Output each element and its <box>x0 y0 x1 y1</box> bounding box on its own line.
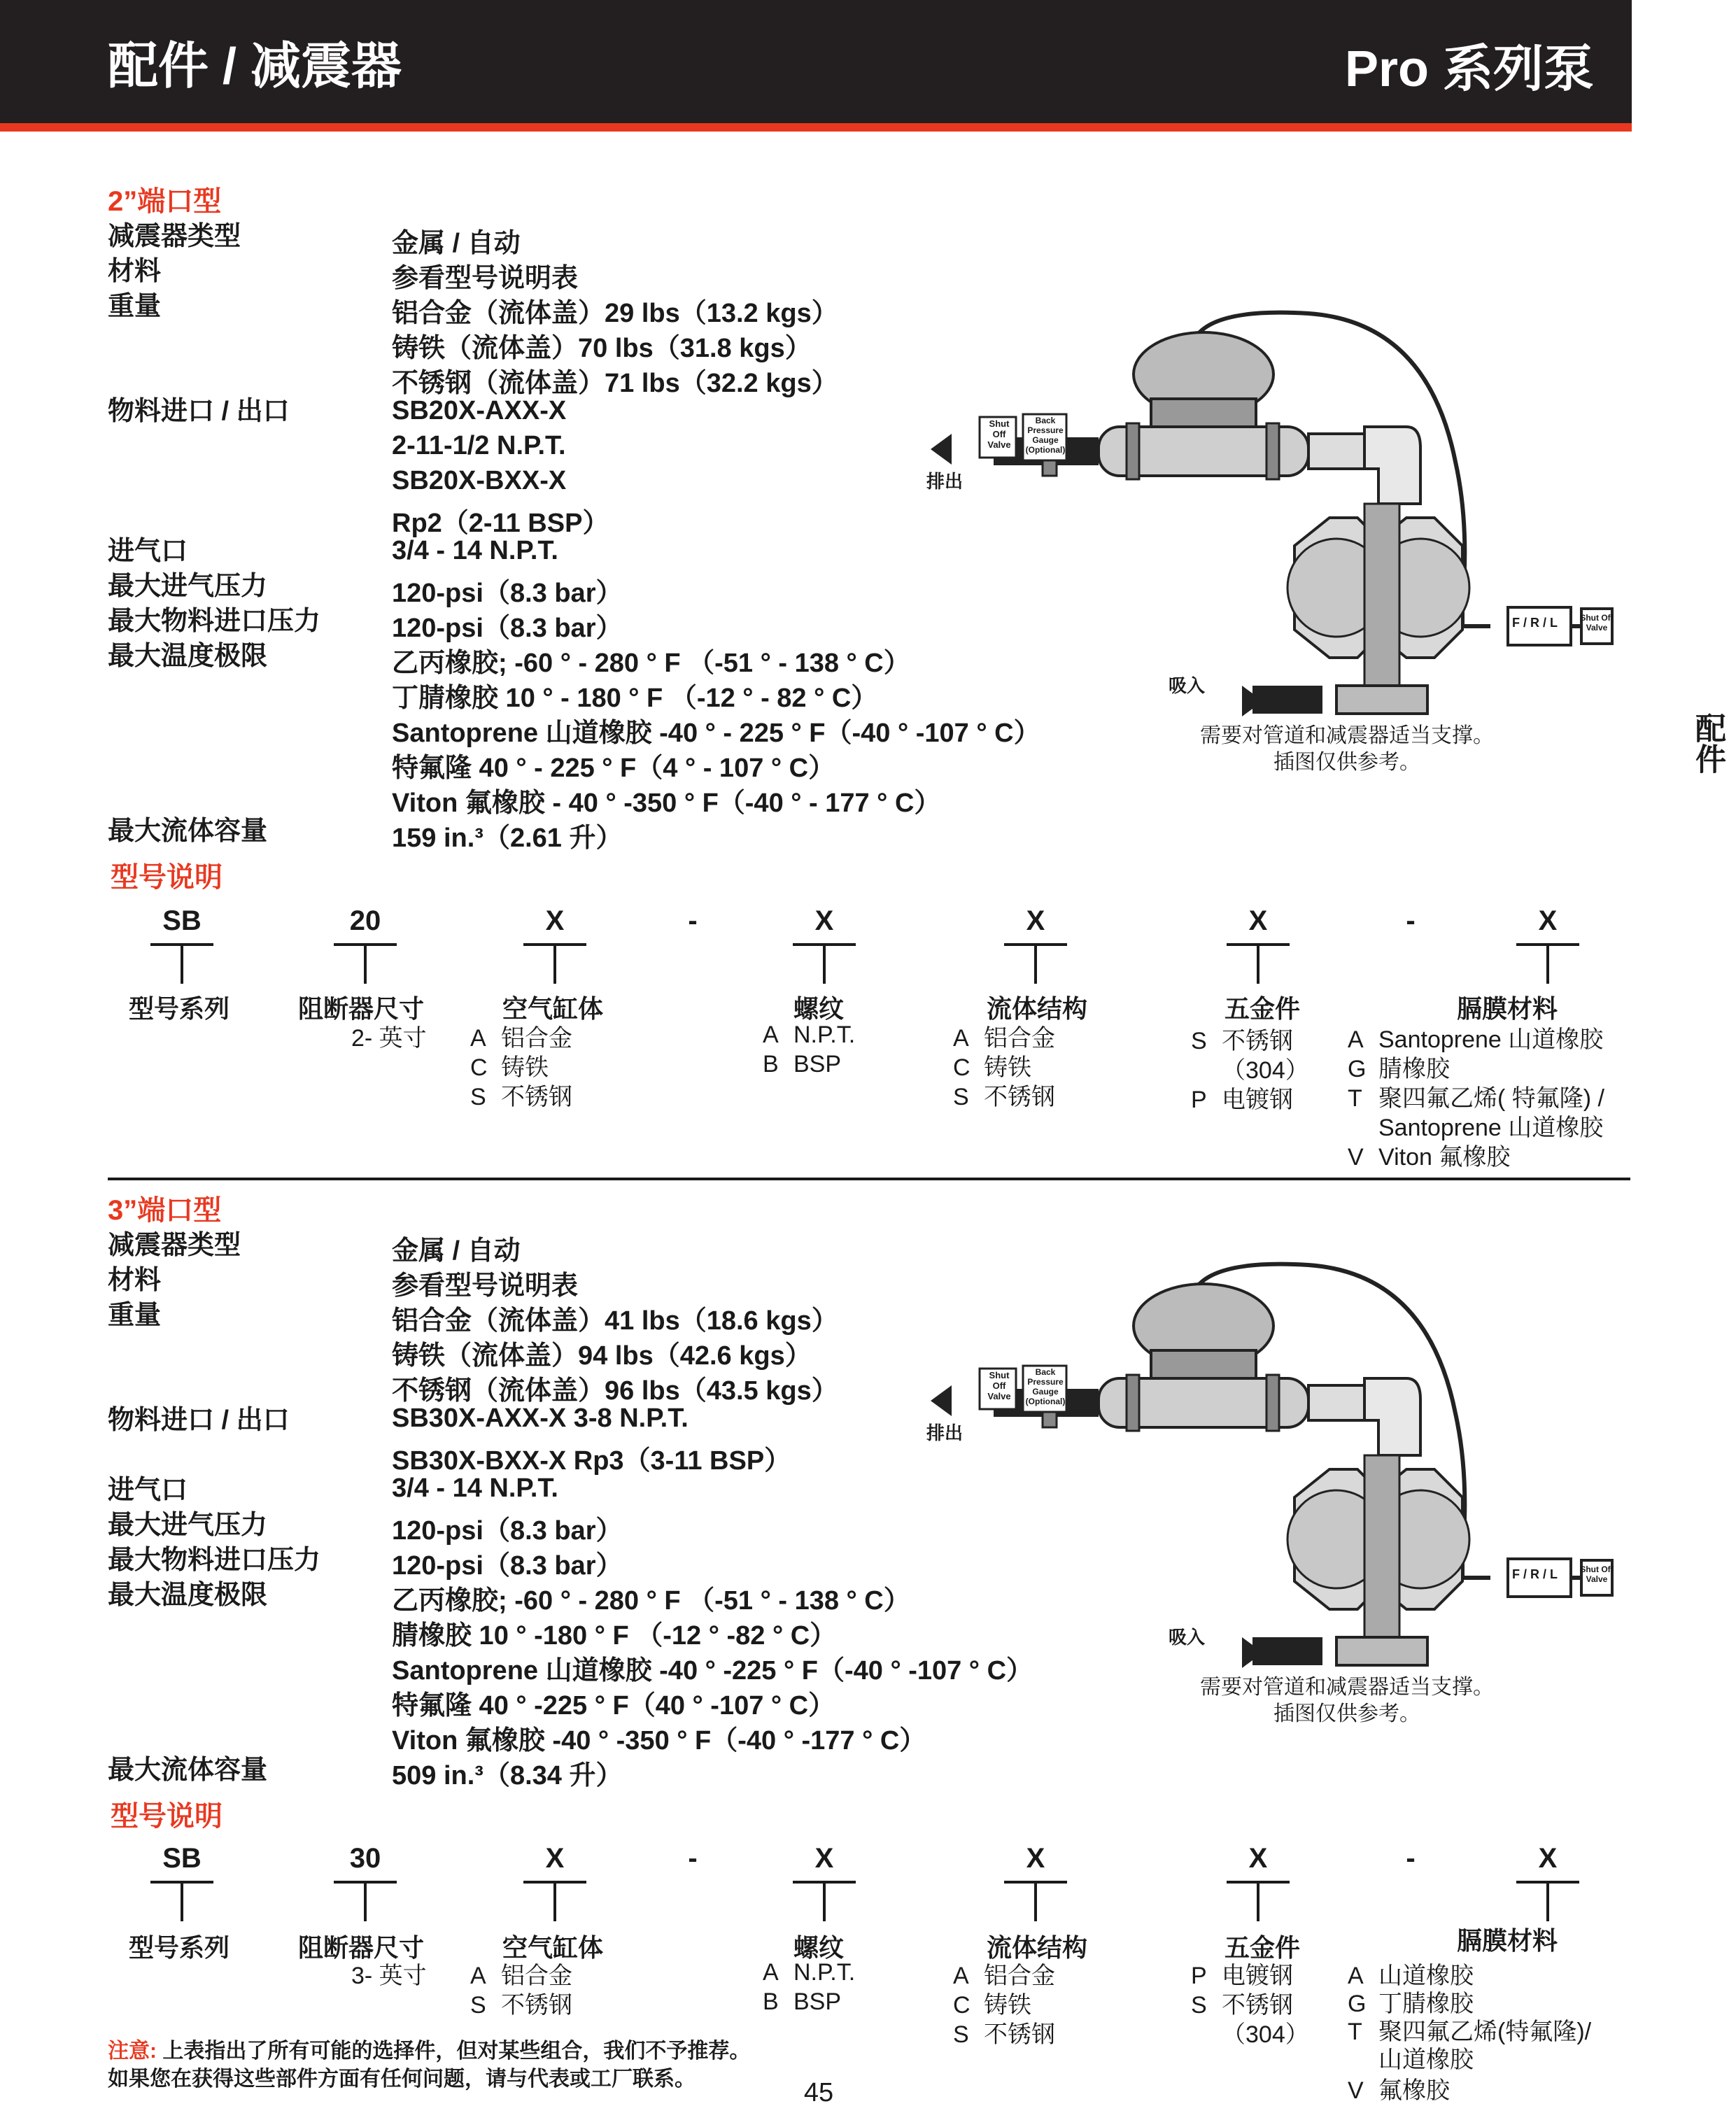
model-code-char: X <box>1248 1843 1268 1874</box>
model-code-title: 型号说明 <box>111 1801 223 1832</box>
model-code-char: X <box>1248 905 1268 936</box>
option-item: （304） <box>1222 1057 1309 1084</box>
option-item: S 不锈钢 <box>470 1992 572 2019</box>
option-item: C 铸铁 <box>953 1992 1031 2019</box>
model-code-char: X <box>545 1843 565 1874</box>
spec-value: 乙丙橡胶; -60 ° - 280 ° F （-51 ° - 138 ° C） <box>392 1586 910 1616</box>
option-item: S 不锈钢 <box>953 1084 1055 1110</box>
column-title: 五金件 <box>1225 1933 1301 1962</box>
column-title: 型号系列 <box>129 1933 230 1962</box>
reference-note: 插图仅供参考。 <box>1273 1702 1420 1725</box>
option-item: T 聚四氟乙烯(特氟隆)/ <box>1348 2019 1592 2045</box>
back-pressure-gauge-label: Back Pressure Gauge (Optional) <box>1025 1367 1066 1406</box>
shut-off-valve-label: Shut Off Valve <box>987 418 1011 450</box>
column-title: 流体结构 <box>987 1933 1088 1962</box>
model-code-char: X <box>814 1843 834 1874</box>
reference-note: 插图仅供参考。 <box>1273 751 1420 774</box>
model-code-char: 30 <box>349 1843 381 1874</box>
model-code-char: X <box>545 905 565 936</box>
spec-label: 材料 <box>108 1266 162 1295</box>
column-title: 流体结构 <box>987 994 1088 1023</box>
spec-label: 最大温度极限 <box>108 1581 268 1610</box>
spec-value: 铝合金（流体盖）29 lbs（13.2 kgs） <box>392 299 838 328</box>
option-item: B BSP <box>763 1988 842 2015</box>
column-title: 膈膜材料 <box>1457 994 1558 1023</box>
spec-value: SB30X-AXX-X 3-8 N.P.T. <box>392 1404 689 1433</box>
spec-value: 腈橡胶 10 ° -180 ° F （-12 ° -82 ° C） <box>392 1621 837 1651</box>
spec-label: 材料 <box>108 257 162 286</box>
spec-label: 重量 <box>108 1301 162 1330</box>
column-title: 膈膜材料 <box>1457 1926 1558 1955</box>
model-code-char: SB <box>162 1843 202 1874</box>
model-code-title: 型号说明 <box>111 862 223 893</box>
shut-off-valve-right-label: Shut Off Valve <box>1580 613 1614 633</box>
option-item: P 电镀钢 <box>1191 1087 1293 1113</box>
spec-value: 不锈钢（流体盖）71 lbs（32.2 kgs） <box>392 369 838 398</box>
option-item: A 铝合金 <box>953 1025 1055 1052</box>
model-code-char: 20 <box>349 905 381 936</box>
spec-value: Viton 氟橡胶 -40 ° -350 ° F（-40 ° -177 ° C） <box>392 1726 926 1755</box>
shut-off-valve-label: Shut Off Valve <box>987 1370 1011 1401</box>
series-title: Pro 系列泵 <box>1344 41 1594 97</box>
model-code-char: X <box>814 905 834 936</box>
option-item: G 丁腈橡胶 <box>1348 1991 1474 2017</box>
spec-value: 3/4 - 14 N.P.T. <box>392 1474 558 1503</box>
spec-value: 铸铁（流体盖）70 lbs（31.8 kgs） <box>392 334 812 363</box>
model-code-dash: - <box>1406 905 1416 936</box>
inlet-label: 吸入 <box>1169 1627 1206 1648</box>
model-code-char: X <box>1026 905 1045 936</box>
option-item: A 铝合金 <box>953 1963 1055 1989</box>
column-title: 阻断器尺寸 <box>298 1933 425 1962</box>
column-title: 五金件 <box>1225 994 1301 1023</box>
spec-value: 509 in.³（8.34 升） <box>392 1761 623 1790</box>
option-item: S 不锈钢 <box>953 2021 1055 2048</box>
option-item: （304） <box>1222 2021 1309 2048</box>
spec-value: 乙丙橡胶; -60 ° - 280 ° F （-51 ° - 138 ° C） <box>392 649 910 678</box>
option-item: 2- 英寸 <box>351 1025 427 1052</box>
footnote-note-label: 注意: <box>108 2040 157 2063</box>
option-item: C 铸铁 <box>953 1054 1031 1081</box>
inlet-label: 吸入 <box>1169 675 1206 696</box>
model-code-dash: - <box>1406 1843 1416 1874</box>
frl-label: F / R / L <box>1512 616 1558 630</box>
spec-value: 120-psi（8.3 bar） <box>392 1551 623 1581</box>
spec-value: 铝合金（流体盖）41 lbs（18.6 kgs） <box>392 1306 838 1336</box>
option-item: T 聚四氟乙烯( 特氟隆) / <box>1348 1085 1604 1112</box>
spec-value: 120-psi（8.3 bar） <box>392 579 623 608</box>
side-tab-label: 配件 <box>1691 712 1725 774</box>
pump-diagram-drawing <box>917 1245 1616 1735</box>
column-title: 螺纹 <box>793 994 845 1023</box>
port-title: 2”端口型 <box>108 186 222 217</box>
option-item: C 铸铁 <box>470 1054 549 1081</box>
option-item: V 氟橡胶 <box>1348 2077 1450 2104</box>
spec-value: 丁腈橡胶 10 ° - 180 ° F （-12 ° - 82 ° C） <box>392 684 878 713</box>
pump-diagram <box>917 294 1616 784</box>
spec-value: SB30X-BXX-X Rp3（3-11 BSP） <box>392 1446 791 1476</box>
option-item: A 山道橡胶 <box>1348 1963 1474 1989</box>
column-title: 螺纹 <box>793 1933 845 1962</box>
support-note: 需要对管道和减震器适当支撑。 <box>1200 1676 1494 1699</box>
option-item: S 不锈钢 <box>1191 1992 1293 2019</box>
column-title: 阻断器尺寸 <box>298 994 425 1023</box>
spec-label: 最大进气压力 <box>108 1511 268 1540</box>
option-item: A N.P.T. <box>763 1022 856 1048</box>
option-item: Santoprene 山道橡胶 <box>1378 1115 1604 1141</box>
pump-diagram <box>917 1245 1616 1735</box>
spec-label: 最大流体容量 <box>108 1755 268 1785</box>
spec-label: 物料进口 / 出口 <box>108 1406 290 1435</box>
option-item: S 不锈钢 <box>1191 1028 1293 1054</box>
spec-label: 减震器类型 <box>108 222 241 251</box>
option-item: A 铝合金 <box>470 1025 572 1052</box>
spec-value: Rp2（2-11 BSP） <box>392 509 609 538</box>
support-note: 需要对管道和减震器适当支撑。 <box>1200 724 1494 747</box>
spec-value: SB20X-BXX-X <box>392 466 567 495</box>
outlet-label: 排出 <box>926 471 964 492</box>
back-pressure-gauge-label: Back Pressure Gauge (Optional) <box>1025 416 1066 455</box>
column-title: 型号系列 <box>129 994 230 1023</box>
option-item: P 电镀钢 <box>1191 1963 1293 1989</box>
footnote-line-2: 如果您在获得这些部件方面有任何问题，请与代表或工厂联系。 <box>108 2068 696 2091</box>
option-item: A 铝合金 <box>470 1963 572 1989</box>
spec-value: 3/4 - 14 N.P.T. <box>392 536 558 565</box>
spec-label: 最大物料进口压力 <box>108 607 321 636</box>
port-title: 3”端口型 <box>108 1195 222 1226</box>
footnote-line-1: 注意: 上表指出了所有可能的选择件，但对某些组合，我们不予推荐。 <box>108 2040 751 2063</box>
header-accent-stripe <box>0 123 1632 132</box>
option-item: V Viton 氟橡胶 <box>1348 1144 1511 1171</box>
spec-value: 参看型号说明表 <box>392 264 579 293</box>
spec-value: 金属 / 自动 <box>392 1236 521 1266</box>
spec-value: 159 in.³（2.61 升） <box>392 824 623 853</box>
option-item: A Santoprene 山道橡胶 <box>1348 1026 1604 1053</box>
option-item: 3- 英寸 <box>351 1963 427 1989</box>
spec-value: 120-psi（8.3 bar） <box>392 614 623 643</box>
spec-label: 最大流体容量 <box>108 817 268 846</box>
header-bar <box>0 0 1632 123</box>
spec-value: 特氟隆 40 ° -225 ° F（40 ° -107 ° C） <box>392 1691 835 1720</box>
spec-value: Viton 氟橡胶 - 40 ° -350 ° F（-40 ° - 177 ° C） <box>392 789 941 818</box>
option-item: A N.P.T. <box>763 1959 856 1986</box>
spec-value: 2-11-1/2 N.P.T. <box>392 431 566 460</box>
spec-value: SB20X-AXX-X <box>392 396 567 425</box>
spec-label: 物料进口 / 出口 <box>108 397 290 426</box>
frl-label: F / R / L <box>1512 1567 1558 1581</box>
spec-label: 进气口 <box>108 1476 188 1505</box>
spec-value: 不锈钢（流体盖）96 lbs（43.5 kgs） <box>392 1376 838 1406</box>
pump-diagram-drawing <box>917 294 1616 784</box>
page-number: 45 <box>803 2078 834 2107</box>
spec-label: 进气口 <box>108 537 188 566</box>
spec-label: 最大温度极限 <box>108 642 268 671</box>
spec-label: 减震器类型 <box>108 1231 241 1260</box>
spec-value: 参看型号说明表 <box>392 1271 579 1301</box>
model-code-char: X <box>1538 1843 1558 1874</box>
model-code-char: SB <box>162 905 202 936</box>
spec-value: Santoprene 山道橡胶 -40 ° - 225 ° F（-40 ° -107 ° C） <box>392 719 1040 748</box>
column-title: 空气缸体 <box>502 1933 604 1962</box>
spec-label: 重量 <box>108 292 162 321</box>
spec-label: 最大进气压力 <box>108 572 268 601</box>
option-item: 山道橡胶 <box>1378 2047 1474 2073</box>
model-code-char: X <box>1026 1843 1045 1874</box>
spec-value: 金属 / 自动 <box>392 229 521 258</box>
option-item: G 腈橡胶 <box>1348 1056 1450 1082</box>
model-code-dash: - <box>688 905 698 936</box>
spec-value: 特氟隆 40 ° - 225 ° F（4 ° - 107 ° C） <box>392 754 835 783</box>
section-divider <box>108 1178 1630 1180</box>
spec-label: 最大物料进口压力 <box>108 1546 321 1575</box>
outlet-label: 排出 <box>926 1422 964 1443</box>
shut-off-valve-right-label: Shut Off Valve <box>1580 1564 1614 1584</box>
column-title: 空气缸体 <box>502 994 604 1023</box>
spec-value: 铸铁（流体盖）94 lbs（42.6 kgs） <box>392 1341 812 1371</box>
spec-value: Santoprene 山道橡胶 -40 ° -225 ° F（-40 ° -107 ° C） <box>392 1656 1033 1686</box>
model-code-char: X <box>1538 905 1558 936</box>
option-item: B BSP <box>763 1051 842 1077</box>
option-item: S 不锈钢 <box>470 1084 572 1110</box>
spec-value: 120-psi（8.3 bar） <box>392 1516 623 1546</box>
page-title: 配件 / 减震器 <box>108 38 402 94</box>
model-code-dash: - <box>688 1843 698 1874</box>
